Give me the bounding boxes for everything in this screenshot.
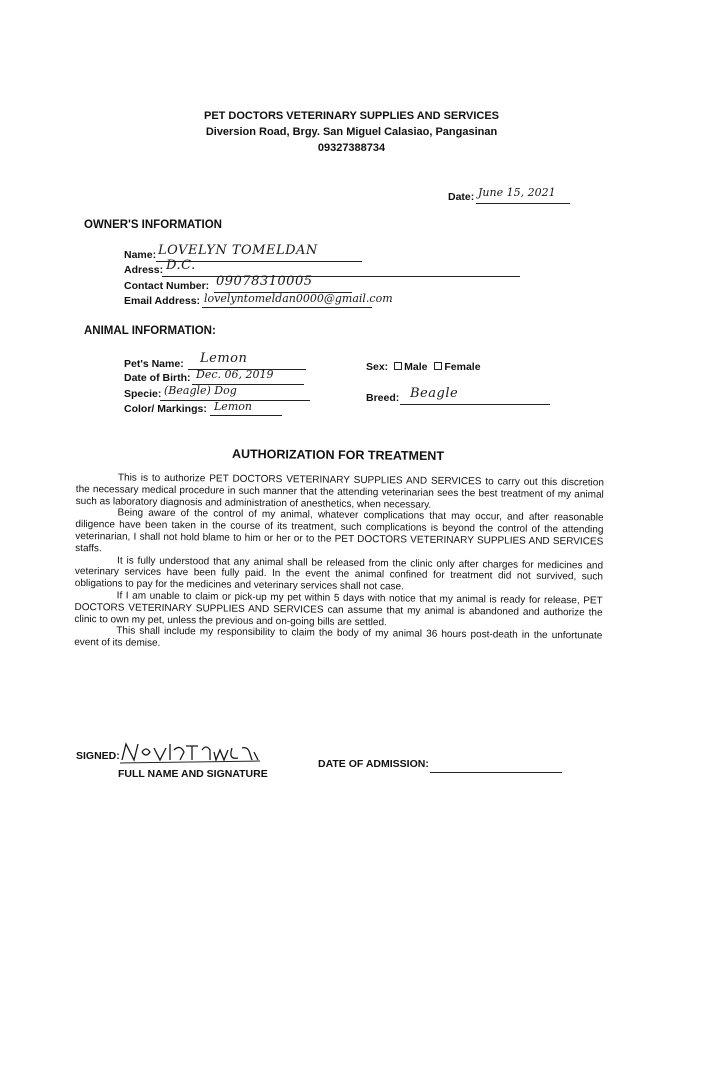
- owner-email-line: [202, 307, 372, 308]
- breed-label: Breed:: [366, 392, 400, 404]
- date-of-admission-label: DATE OF ADMISSION:: [318, 758, 429, 770]
- sex-field: [366, 361, 481, 373]
- owner-address-value: D.C.: [166, 258, 196, 273]
- species-label: Specie:: [124, 388, 162, 400]
- sex-female-label: Female: [444, 361, 481, 373]
- species-value: (Beagle) Dog: [164, 384, 237, 397]
- owner-email-value: lovelyntomeldan0000@gmail.com: [204, 292, 393, 305]
- dob-label: Date of Birth:: [124, 372, 191, 384]
- owner-name-label: Name:: [124, 249, 157, 261]
- sex-label: Sex:: [366, 361, 389, 373]
- date-line: [476, 203, 570, 204]
- owner-name-value: LOVELYN TOMELDAN: [158, 243, 318, 258]
- date-value: June 15, 2021: [478, 186, 556, 199]
- dob-value: Dec. 06, 2019: [196, 368, 274, 381]
- pet-name-value: Lemon: [200, 351, 248, 366]
- owner-address-label: Adress:: [124, 264, 164, 276]
- authorization-body: [74, 472, 604, 654]
- owner-section-title: OWNER'S INFORMATION: [84, 219, 222, 231]
- owner-contact-label: Contact Number:: [124, 280, 210, 292]
- business-name: PET DOCTORS VETERINARY SUPPLIES AND SERVICES: [203, 110, 500, 122]
- breed-value: Beagle: [410, 386, 459, 401]
- owner-contact-value: 09078310005: [216, 274, 313, 289]
- business-address: Diversion Road, Brgy. San Miguel Calasiao, Pangasinan: [205, 126, 498, 138]
- color-label: Color/ Markings:: [124, 403, 207, 415]
- owner-email-label: Email Address:: [124, 295, 201, 307]
- authorization-paragraph-5: This shall include my responsibility to claim the body of my animal 36 hours post-death in the unfortunate event of its demise.: [74, 625, 603, 650]
- authorization-title: AUTHORIZATION FOR TREATMENT: [231, 446, 445, 464]
- business-phone: 09327388734: [317, 142, 386, 154]
- date-of-admission-line: [430, 772, 562, 773]
- authorization-paragraph-1: This is to authorize PET DOCTORS VETERINARY SUPPLIES AND SERVICES to carry out this discretion the necessary medical procedure in such manner that the attending veterinarian sees the best treatment of my animal such as laboratory diagnosis and administration of anesthetics, when necessary.: [75, 472, 604, 511]
- authorization-paragraph-3: It is fully understood that any animal shall be released from the clinic only after charges for medicines and veterinary services have been fully paid. In the event the animal confined for treatment did not survived, such obligations to pay for the medicines and veterinary services shall not case.: [74, 555, 604, 593]
- color-line: [210, 415, 282, 416]
- animal-section-title: ANIMAL INFORMATION:: [84, 325, 216, 337]
- signature-caption: FULL NAME AND SIGNATURE: [118, 768, 268, 780]
- pet-name-label: Pet's Name:: [124, 358, 184, 370]
- handwritten-signature: [120, 740, 262, 770]
- authorization-paragraph-4: If I am unable to claim or pick-up my pet within 5 days with notice that my animal is ready for release, PET DOCTORS VETERINARY SUPPLIES AND SERVICES can assume that my animal is abandoned and authorize the clinic to own my pet, unless the previous and on-going bills are settled.: [74, 590, 603, 628]
- color-value: Lemon: [214, 400, 252, 413]
- authorization-paragraph-2: Being aware of the control of my animal, whatever complications that may occur, and after reasonable diligence have been taken in the course of its treatment, such complications is beyond the control of the attending veterinarian, I shall not hold blame to him or her or to the PET DOCTORS VETERINARY SUPPLIES AND SERVICES staffs.: [75, 507, 604, 555]
- breed-line: [400, 404, 550, 405]
- signature-scribble: [120, 740, 262, 766]
- sex-male-checkbox: [394, 362, 402, 370]
- date-label: Date:: [448, 191, 475, 203]
- sex-male-label: Male: [404, 361, 428, 373]
- signed-label: SIGNED:: [76, 750, 120, 762]
- sex-female-checkbox: [434, 362, 442, 370]
